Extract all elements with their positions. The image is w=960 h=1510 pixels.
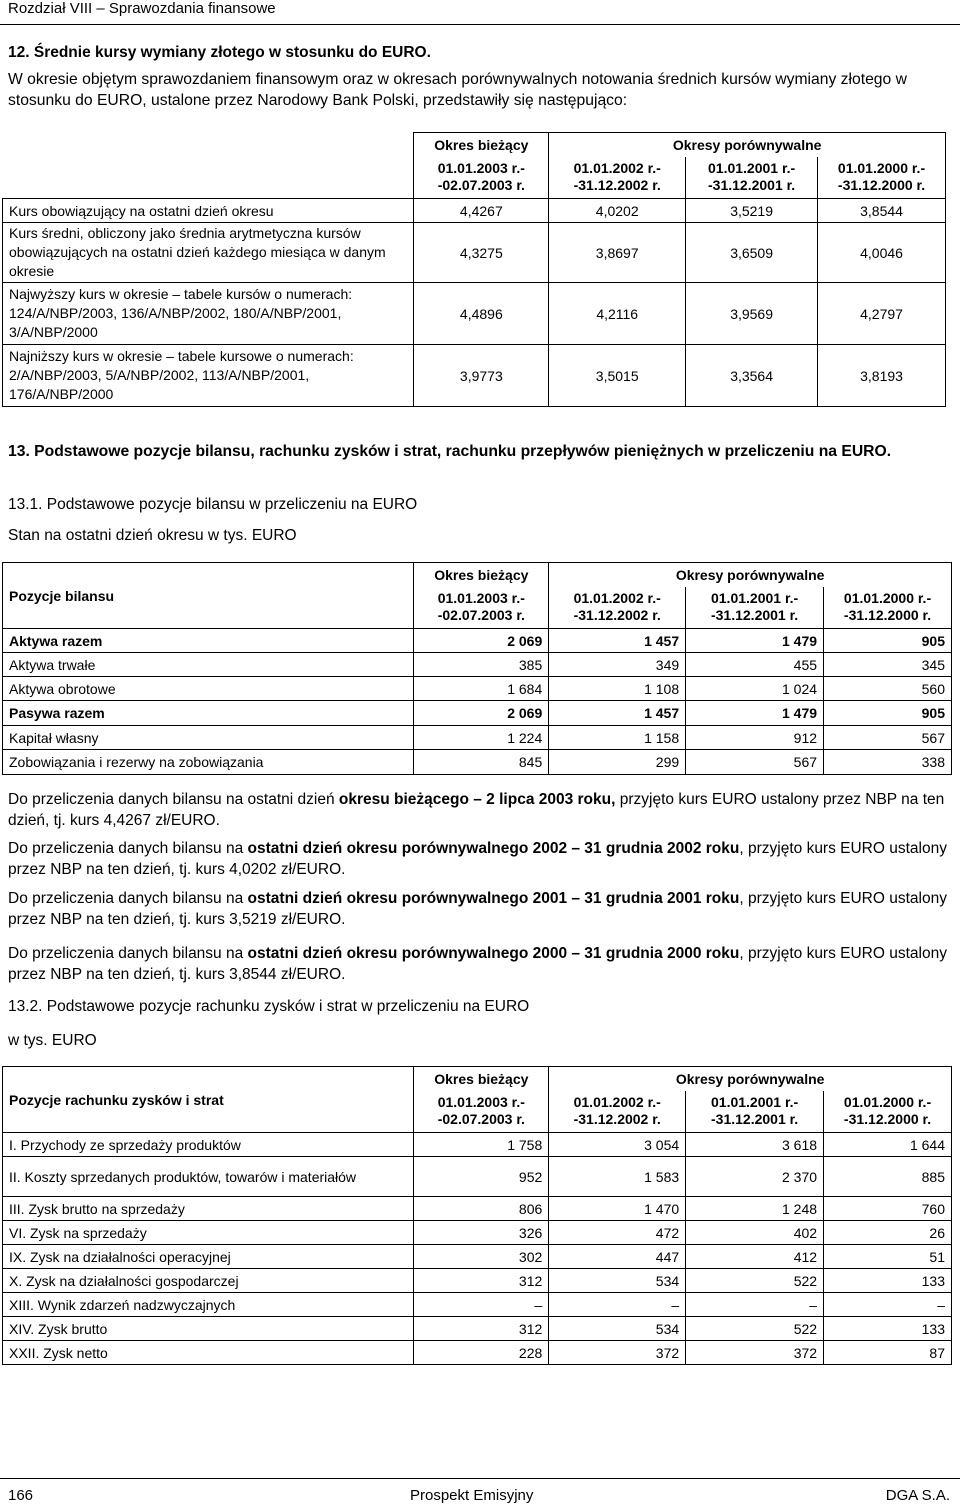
row-label: Najniższy kurs w okresie – tabele kursowe o numerach: 2/A/NBP/2003, 5/A/NBP/2002, 113/A/NBP/2001, 176/A/NBP/2000 <box>3 345 414 407</box>
cell: 952 <box>414 1157 549 1197</box>
cell: 2 069 <box>414 629 549 653</box>
cell: 1 758 <box>414 1133 549 1157</box>
cell: 534 <box>549 1317 686 1341</box>
cell: 4,0046 <box>818 223 946 283</box>
cell: 912 <box>686 726 824 750</box>
table-row <box>3 1197 952 1221</box>
cell: 2 069 <box>414 701 549 726</box>
cell: – <box>824 1293 952 1317</box>
table-row <box>3 1221 952 1245</box>
table-row <box>3 1245 952 1269</box>
row-label: VI. Zysk na sprzedaży <box>3 1221 414 1245</box>
cell: 4,2116 <box>549 283 686 345</box>
cell: 1 479 <box>686 629 824 653</box>
header-2001: 01.01.2001 r.- -31.12.2001 r. <box>686 1091 824 1133</box>
note-bold: okresu bieżącego – 2 lipca 2003 roku, <box>338 791 616 808</box>
cell: 1 583 <box>549 1157 686 1197</box>
cell: 3 618 <box>686 1133 824 1157</box>
cell: 372 <box>549 1341 686 1365</box>
footer-title: Prospekt Emisyjny <box>410 1487 534 1504</box>
cell: 228 <box>414 1341 549 1365</box>
cell: – <box>414 1293 549 1317</box>
header-2001: 01.01.2001 r.- -31.12.2001 r. <box>686 587 824 629</box>
cell: 3,8697 <box>549 223 686 283</box>
cell: 3,3564 <box>686 345 818 407</box>
cell: 385 <box>414 653 549 677</box>
cell: 567 <box>824 726 952 750</box>
balance-unit: Stan na ostatni dzień okresu w tys. EURO <box>8 527 297 544</box>
row-label: Najwyższy kurs w okresie – tabele kursów o numerach: 124/A/NBP/2003, 136/A/NBP/2002, 180/A/NBP/2001, 3/A/NBP/2000 <box>3 283 414 345</box>
row-label: XIII. Wynik zdarzeń nadzwyczajnych <box>3 1293 414 1317</box>
cell: 26 <box>824 1221 952 1245</box>
cell: 3,5015 <box>549 345 686 407</box>
row-label: Aktywa razem <box>3 629 414 653</box>
cell: 312 <box>414 1317 549 1341</box>
section-12-title: 12. Średnie kursy wymiany złotego w stosunku do EURO. <box>8 44 431 61</box>
section-13-1-title: 13.1. Podstawowe pozycje bilansu w przeliczeniu na EURO <box>8 496 418 513</box>
header-2000: 01.01.2000 r.- -31.12.2000 r. <box>818 157 946 199</box>
cell: 1 108 <box>549 677 686 701</box>
header-current: Okres bieżący <box>414 133 549 157</box>
table-row <box>3 223 946 283</box>
header-2002: 01.01.2002 r.- -31.12.2002 r. <box>549 587 686 629</box>
cell: 845 <box>414 750 549 775</box>
cell: 2 370 <box>686 1157 824 1197</box>
row-label: I. Przychody ze sprzedaży produktów <box>3 1133 414 1157</box>
section-13-2-title: 13.2. Podstawowe pozycje rachunku zysków i strat w przeliczeniu na EURO <box>8 998 530 1015</box>
header-current: Okres bieżący <box>414 563 549 587</box>
note-text: , przyjęto kurs EURO ustalony przez NBP na ten dzień, tj. kurs 4,0202 zł/EURO. <box>8 840 947 878</box>
cell: 3,8193 <box>818 345 946 407</box>
page-number: 166 <box>8 1487 34 1504</box>
cell: 560 <box>824 677 952 701</box>
cell: 905 <box>824 701 952 726</box>
balance-label: Pozycje bilansu <box>3 563 414 629</box>
cell: 4,3275 <box>414 223 549 283</box>
cell: 372 <box>686 1341 824 1365</box>
cell: 1 684 <box>414 677 549 701</box>
cell: 299 <box>549 750 686 775</box>
note-2001 <box>8 888 953 930</box>
note-text: Do przeliczenia danych bilansu na <box>8 945 248 962</box>
cell: 302 <box>414 1245 549 1269</box>
header-comparable: Okresy porównywalne <box>549 133 946 157</box>
header-rule <box>0 24 960 25</box>
cell: 1 024 <box>686 677 824 701</box>
cell: 3 054 <box>549 1133 686 1157</box>
cell: 338 <box>824 750 952 775</box>
cell: 349 <box>549 653 686 677</box>
row-label: Kurs średni, obliczony jako średnia arytmetyczna kursów obowiązujących na ostatni dzień każdego miesiąca w danym okresie <box>3 223 414 283</box>
rates-table <box>2 132 946 407</box>
table-row <box>3 1293 952 1317</box>
header-2001: 01.01.2001 r.- -31.12.2001 r. <box>686 157 818 199</box>
cell: – <box>549 1293 686 1317</box>
note-2000 <box>8 943 953 985</box>
cell: – <box>686 1293 824 1317</box>
cell: 51 <box>824 1245 952 1269</box>
cell: 455 <box>686 653 824 677</box>
cell: 4,4896 <box>414 283 549 345</box>
note-bold: ostatni dzień okresu porównywalnego 2001 – 31 grudnia 2001 roku <box>247 890 740 907</box>
row-label: Pasywa razem <box>3 701 414 726</box>
pl-unit: w tys. EURO <box>8 1032 97 1049</box>
section-13-title: 13. Podstawowe pozycje bilansu, rachunku zysków i strat, rachunku przepływów pieniężnych w przeliczeniu na EURO. <box>8 443 892 460</box>
cell: 4,4267 <box>414 199 549 223</box>
header-2003: 01.01.2003 r.- -02.07.2003 r. <box>414 157 549 199</box>
cell: 1 470 <box>549 1197 686 1221</box>
cell: 1 457 <box>549 701 686 726</box>
cell: 1 644 <box>824 1133 952 1157</box>
cell: 133 <box>824 1269 952 1293</box>
table-row <box>3 1269 952 1293</box>
cell: 3,6509 <box>686 223 818 283</box>
pl-label: Pozycje rachunku zysków i strat <box>3 1067 414 1133</box>
header-2003: 01.01.2003 r.- -02.07.2003 r. <box>414 587 549 629</box>
note-2002 <box>8 838 953 880</box>
note-bold: ostatni dzień okresu porównywalnego 2000 – 31 grudnia 2000 roku <box>247 945 740 962</box>
note-text: , przyjęto kurs EURO ustalony przez NBP na ten dzień, tj. kurs 3,8544 zł/EURO. <box>8 945 947 983</box>
cell: 3,8544 <box>818 199 946 223</box>
header-2000: 01.01.2000 r.- -31.12.2000 r. <box>824 1091 952 1133</box>
row-label: IX. Zysk na działalności operacyjnej <box>3 1245 414 1269</box>
cell: 760 <box>824 1197 952 1221</box>
row-label: II. Koszty sprzedanych produktów, towarów i materiałów <box>3 1157 414 1197</box>
note-text: Do przeliczenia danych bilansu na <box>8 890 248 907</box>
note-text: Do przeliczenia danych bilansu na ostatni dzień <box>8 791 339 808</box>
table-row <box>3 1133 952 1157</box>
cell: 522 <box>686 1269 824 1293</box>
table-row <box>3 1341 952 1365</box>
cell: 3,9569 <box>686 283 818 345</box>
table-row <box>3 345 946 407</box>
table-row <box>3 677 952 701</box>
cell: 447 <box>549 1245 686 1269</box>
note-2003 <box>8 789 953 831</box>
row-label: Zobowiązania i rezerwy na zobowiązania <box>3 750 414 775</box>
note-bold: ostatni dzień okresu porównywalnego 2002 – 31 grudnia 2002 roku <box>247 840 740 857</box>
row-label: Kurs obowiązujący na ostatni dzień okresu <box>3 199 414 223</box>
balance-table <box>2 562 952 775</box>
cell: 567 <box>686 750 824 775</box>
cell: 1 248 <box>686 1197 824 1221</box>
table-row <box>3 199 946 223</box>
header-comparable: Okresy porównywalne <box>549 563 952 587</box>
cell: 885 <box>824 1157 952 1197</box>
header-comparable: Okresy porównywalne <box>549 1067 952 1091</box>
cell: 1 158 <box>549 726 686 750</box>
cell: 326 <box>414 1221 549 1245</box>
cell: 534 <box>549 1269 686 1293</box>
row-label: X. Zysk na działalności gospodarczej <box>3 1269 414 1293</box>
cell: 472 <box>549 1221 686 1245</box>
running-header: Rozdział VIII – Sprawozdania finansowe <box>8 0 276 17</box>
cell: 402 <box>686 1221 824 1245</box>
pl-table <box>2 1066 952 1365</box>
cell: 905 <box>824 629 952 653</box>
row-label: Aktywa obrotowe <box>3 677 414 701</box>
table-row <box>3 726 952 750</box>
row-label: XXII. Zysk netto <box>3 1341 414 1365</box>
table-row <box>3 1317 952 1341</box>
rates-corner <box>3 133 414 199</box>
table-row <box>3 653 952 677</box>
cell: 1 457 <box>549 629 686 653</box>
cell: 312 <box>414 1269 549 1293</box>
cell: 87 <box>824 1341 952 1365</box>
note-text: , przyjęto kurs EURO ustalony przez NBP na ten dzień, tj. kurs 3,5219 zł/EURO. <box>8 890 947 928</box>
footer-rule <box>0 1478 960 1479</box>
cell: 133 <box>824 1317 952 1341</box>
header-2000: 01.01.2000 r.- -31.12.2000 r. <box>824 587 952 629</box>
cell: 806 <box>414 1197 549 1221</box>
cell: 4,2797 <box>818 283 946 345</box>
section-12-intro: W okresie objętym sprawozdaniem finansowym oraz w okresach porównywalnych notowania średnich kursów wymiany złotego w stosunku do EURO, ustalone przez Narodowy Bank Polski, przedstawiły się następująco: <box>8 71 907 109</box>
row-label: III. Zysk brutto na sprzedaży <box>3 1197 414 1221</box>
cell: 3,5219 <box>686 199 818 223</box>
row-label: Kapitał własny <box>3 726 414 750</box>
note-text: Do przeliczenia danych bilansu na <box>8 840 248 857</box>
header-2003: 01.01.2003 r.- -02.07.2003 r. <box>414 1091 549 1133</box>
row-label: XIV. Zysk brutto <box>3 1317 414 1341</box>
cell: 1 479 <box>686 701 824 726</box>
header-2002: 01.01.2002 r.- -31.12.2002 r. <box>549 157 686 199</box>
table-row <box>3 1157 952 1197</box>
cell: 522 <box>686 1317 824 1341</box>
row-label: Aktywa trwałe <box>3 653 414 677</box>
table-row <box>3 629 952 653</box>
table-row <box>3 750 952 775</box>
table-row <box>3 283 946 345</box>
cell: 412 <box>686 1245 824 1269</box>
cell: 3,9773 <box>414 345 549 407</box>
note-text: przyjęto kurs EURO ustalony przez NBP na ten dzień, tj. kurs 4,4267 zł/EURO. <box>8 791 945 829</box>
table-row <box>3 701 952 726</box>
cell: 4,0202 <box>549 199 686 223</box>
cell: 345 <box>824 653 952 677</box>
footer-company: DGA S.A. <box>885 1487 950 1504</box>
cell: 1 224 <box>414 726 549 750</box>
header-current: Okres bieżący <box>414 1067 549 1091</box>
header-2002: 01.01.2002 r.- -31.12.2002 r. <box>549 1091 686 1133</box>
